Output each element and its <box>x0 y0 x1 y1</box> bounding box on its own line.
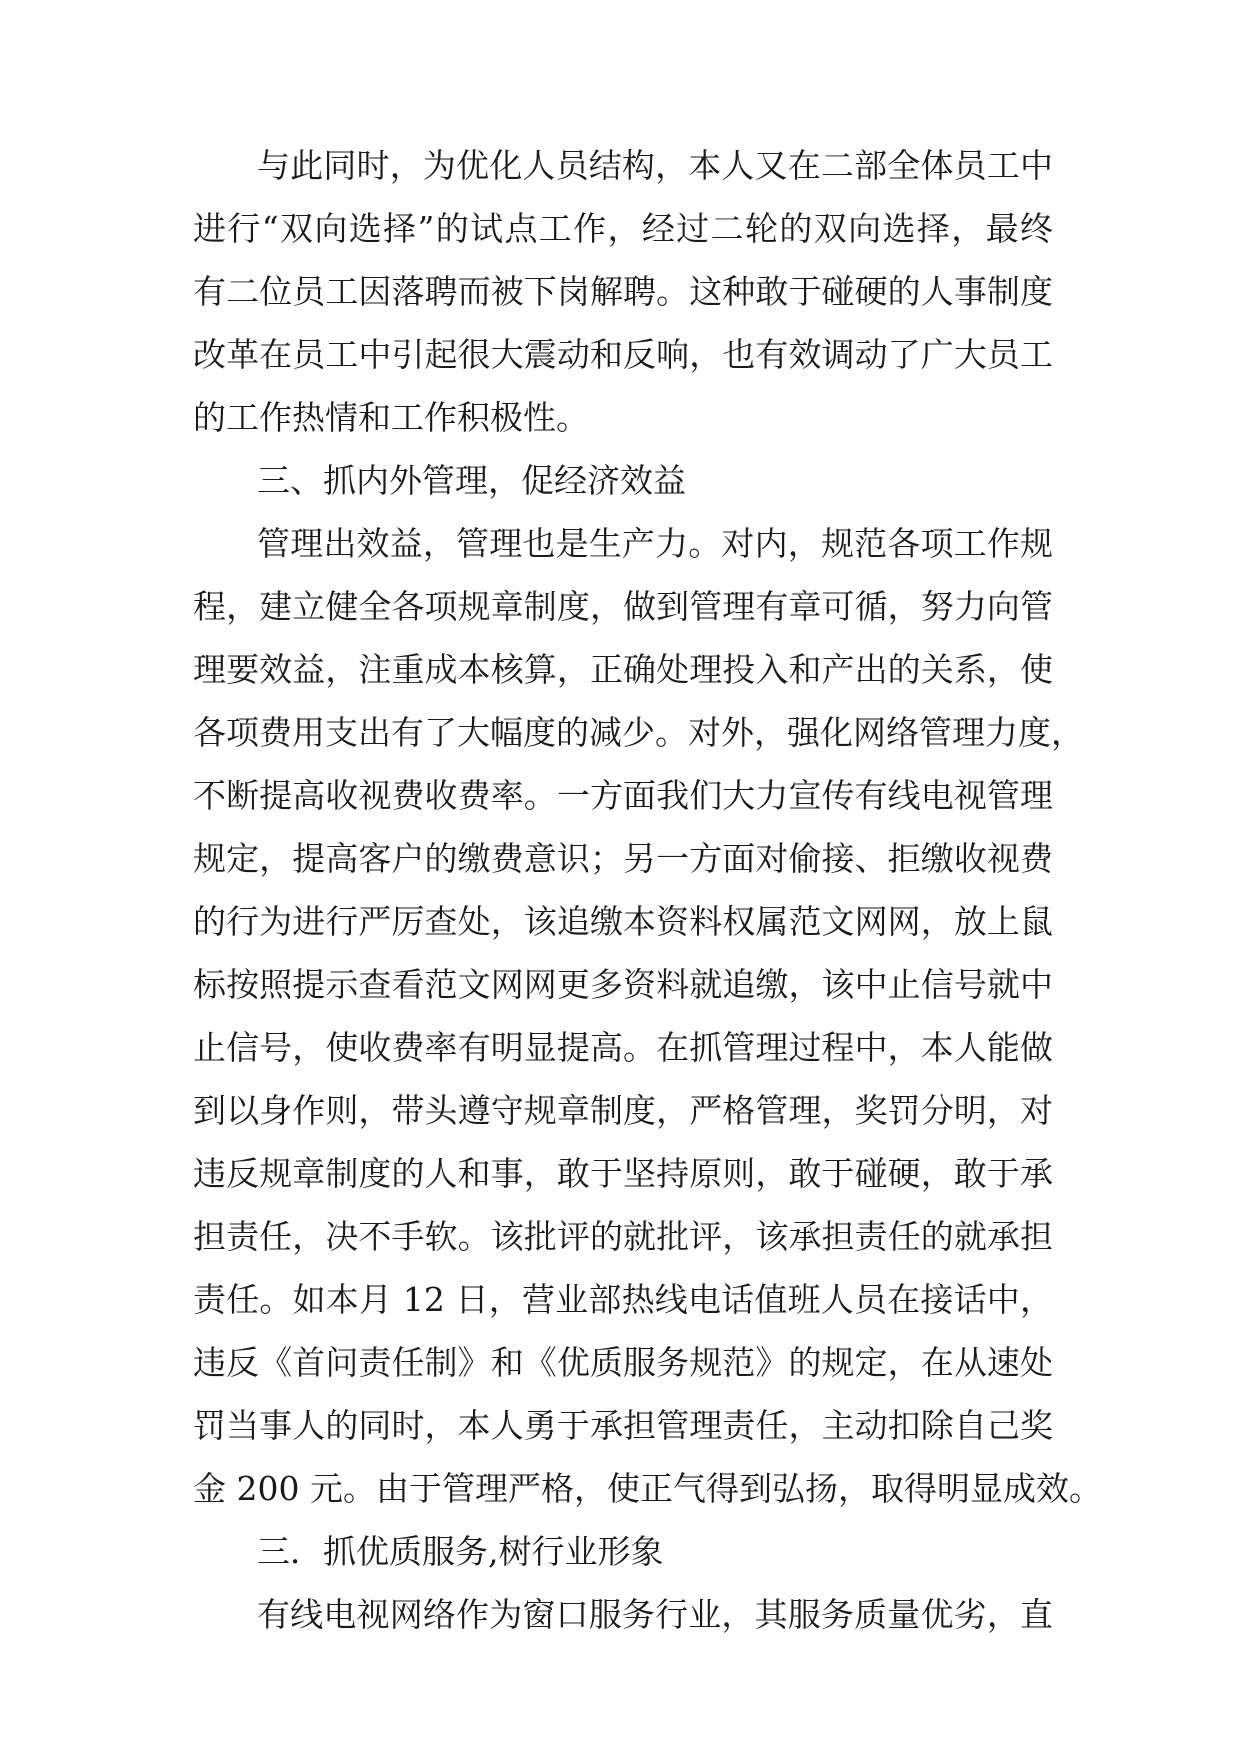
paragraph-2-line-3: 理要效益，注重成本核算，正确处理投入和产出的关系，使 <box>193 650 1053 689</box>
paragraph-2-line-1: 管理出效益，管理也是生产力。对内，规范各项工作规 <box>257 524 1053 563</box>
paragraph-2-line-7: 的行为进行严厉查处，该追缴本资料权属范文网网，放上鼠 <box>193 902 1053 941</box>
paragraph-2-line-15: 罚当事人的同时，本人勇于承担管理责任，主动扣除自己奖 <box>193 1406 1053 1445</box>
paragraph-2-line-8: 标按照提示查看范文网网更多资料就追缴，该中止信号就中 <box>193 965 1053 1004</box>
paragraph-2-line-9: 止信号，使收费率有明显提高。在抓管理过程中，本人能做 <box>193 1028 1053 1067</box>
paragraph-1-line-2: 进行“双向选择”的试点工作，经过二轮的双向选择，最终 <box>193 209 1053 248</box>
paragraph-2-line-12: 担责任，决不手软。该批评的就批评，该承担责任的就承担 <box>193 1217 1053 1256</box>
section-heading-3b: 三．抓优质服务,树行业形象 <box>257 1532 664 1571</box>
paragraph-2-line-6: 规定，提高客户的缴费意识；另一方面对偷接、拒缴收视费 <box>193 839 1053 878</box>
paragraph-2-line-2: 程，建立健全各项规章制度，做到管理有章可循，努力向管 <box>193 587 1053 626</box>
paragraph-1-line-4: 改革在员工中引起很大震动和反响，也有效调动了广大员工 <box>193 335 1053 374</box>
paragraph-2-line-14: 违反《首问责任制》和《优质服务规范》的规定，在从速处 <box>193 1343 1053 1382</box>
paragraph-1-line-5: 的工作热情和工作积极性。 <box>193 398 589 437</box>
paragraph-1-line-3: 有二位员工因落聘而被下岗解聘。这种敢于碰硬的人事制度 <box>193 272 1053 311</box>
paragraph-2-line-4: 各项费用支出有了大幅度的减少。对外，强化网络管理力度， <box>193 713 1084 752</box>
paragraph-2-line-16: 金 200 元。由于管理严格，使正气得到弘扬，取得明显成效。 <box>193 1469 1102 1508</box>
paragraph-3-line-1: 有线电视网络作为窗口服务行业，其服务质量优劣，直 <box>257 1595 1053 1634</box>
paragraph-1-line-1: 与此同时，为优化人员结构，本人又在二部全体员工中 <box>257 146 1053 185</box>
paragraph-2-line-10: 到以身作则，带头遵守规章制度，严格管理，奖罚分明，对 <box>193 1091 1053 1130</box>
section-heading-3: 三、抓内外管理，促经济效益 <box>257 461 686 500</box>
paragraph-2-line-5: 不断提高收视费收费率。一方面我们大力宣传有线电视管理 <box>193 776 1053 815</box>
paragraph-2-line-13: 责任。如本月 12 日，营业部热线电话值班人员在接话中， <box>193 1280 1053 1319</box>
paragraph-2-line-11: 违反规章制度的人和事，敢于坚持原则，敢于碰硬，敢于承 <box>193 1154 1053 1193</box>
